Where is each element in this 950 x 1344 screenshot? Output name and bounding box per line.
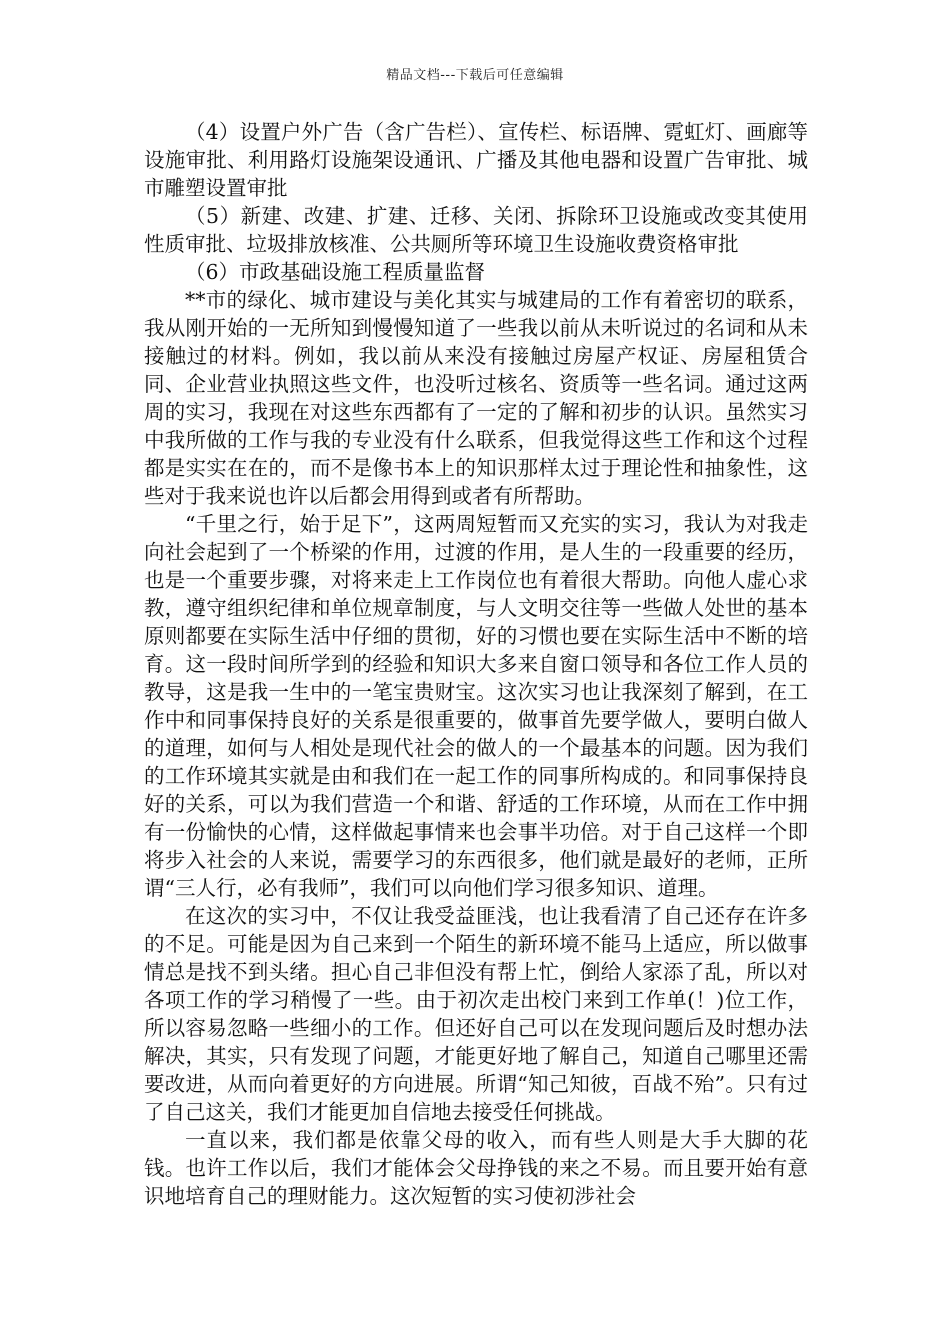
paragraph-item-5: （5）新建、改建、扩建、迁移、关闭、拆除环卫设施或改变其使用性质审批、垃圾排放核准、公共厕所等环境卫生设施收费资格审批 [144, 204, 808, 256]
paragraph-body: 一直以来，我们都是依靠父母的收入，而有些人则是大手大脚的花钱。也许工作以后，我们才能体会父母挣钱的来之不易。而且要开始有意识地培育自己的理财能力。这次短暂的实习使初涉社会 [144, 1128, 808, 1208]
paragraph-body: 在这次的实习中，不仅让我受益匪浅，也让我看清了自己还存在许多的不足。可能是因为自己来到一个陌生的新环境不能马上适应，所以做事情总是找不到头绪。担心自己非但没有帮上忙，倒给人家添了乱，所以对各项工作的学习稍慢了一些。由于初次走出校门来到工作单(！)位工作，所以容易忽略一些细小的工作。但还好自己可以在发现问题后及时想办法解决，其实，只有发现了问题，才能更好地了解自己，知道自己哪里还需要改进，从而向着更好的方向进展。所谓“知己知彼，百战不殆”。只有过了自己这关，我们才能更加自信地去接受任何挑战。 [144, 904, 808, 1124]
document-body [144, 118, 808, 1210]
paragraph-item-6: （6）市政基础设施工程质量监督 [185, 260, 486, 284]
paragraph-body: “千里之行，始于足下”，这两周短暂而又充实的实习，我认为对我走向社会起到了一个桥梁的作用，过渡的作用，是人生的一段重要的经历，也是一个重要步骤，对将来走上工作岗位也有着很大帮助。向他人虚心求教，遵守组织纪律和单位规章制度，与人文明交往等一些做人处世的基本原则都要在实际生活中仔细的贯彻，好的习惯也要在实际生活中不断的培育。这一段时间所学到的经验和知识大多来自窗口领导和各位工作人员的教导，这是我一生中的一笔宝贵财宝。这次实习也让我深刻了解到，在工作中和同事保持良好的关系是很重要的，做事首先要学做人，要明白做人的道理，如何与人相处是现代社会的做人的一个最基本的问题。因为我们的工作环境其实就是由和我们在一起工作的同事所构成的。和同事保持良好的关系，可以为我们营造一个和谐、舒适的工作环境，从而在工作中拥有一份愉快的心情，这样做起事情来也会事半功倍。对于自己这样一个即将步入社会的人来说，需要学习的东西很多，他们就是最好的老师，正所谓“三人行，必有我师”，我们可以向他们学习很多知识、道理。 [144, 512, 808, 900]
page-header: 精品文档---下载后可任意编辑 [386, 68, 564, 83]
paragraph-item-4: （4）设置户外广告（含广告栏）、宣传栏、标语牌、霓虹灯、画廊等设施审批、利用路灯设施架设通讯、广播及其他电器和设置广告审批、城市雕塑设置审批 [144, 120, 808, 200]
paragraph-body: **市的绿化、城市建设与美化其实与城建局的工作有着密切的联系，我从刚开始的一无所知到慢慢知道了一些我以前从未听说过的名词和从未接触过的材料。例如，我以前从来没有接触过房屋产权证、房屋租赁合同、企业营业执照这些文件，也没听过核名、资质等一些名词。通过这两周的实习，我现在对这些东西都有了一定的了解和初步的认识。虽然实习中我所做的工作与我的专业没有什么联系，但我觉得这些工作和这个过程都是实实在在的，而不是像书本上的知识那样太过于理论性和抽象性，这些对于我来说也许以后都会用得到或者有所帮助。 [144, 288, 808, 508]
